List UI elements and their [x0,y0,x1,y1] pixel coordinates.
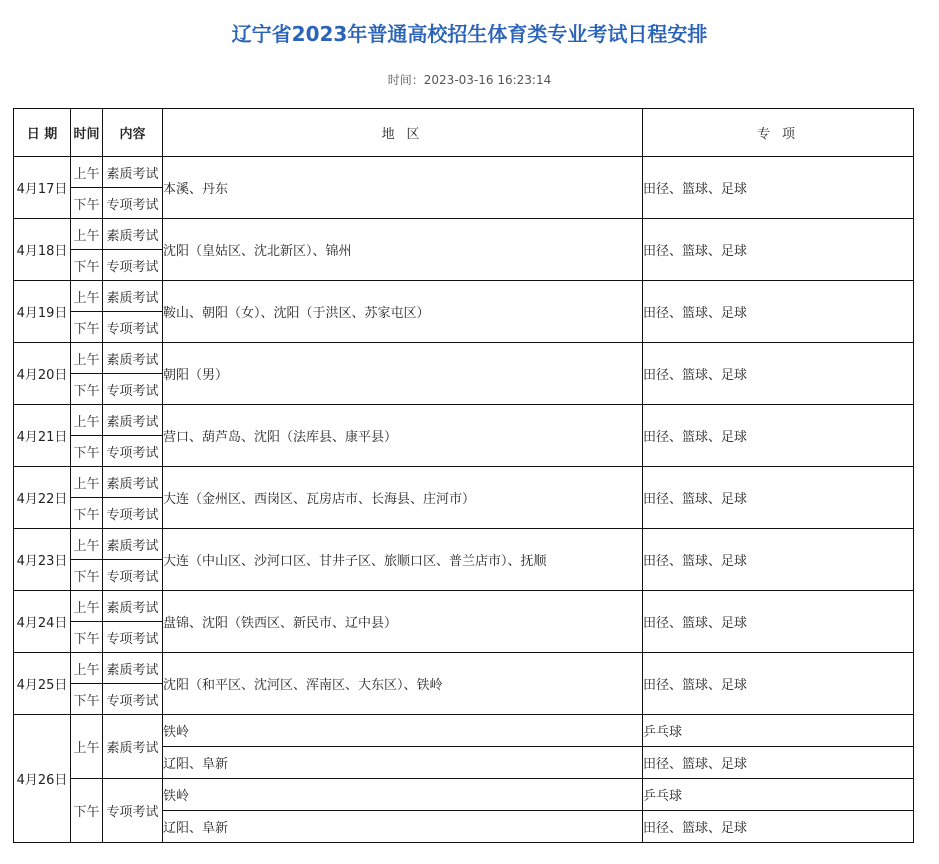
time-cell: 上午 [71,591,103,622]
area-cell: 盘锦、沈阳（铁西区、新民市、辽中县） [163,591,643,653]
area-cell: 沈阳（和平区、沈河区、浑南区、大东区）、铁岭 [163,653,643,715]
item-cell: 田径、篮球、足球 [643,157,914,219]
time-cell: 上午 [71,343,103,374]
item-cell: 田径、篮球、足球 [643,811,914,843]
area-cell: 辽阳、阜新 [163,811,643,843]
area-cell: 营口、葫芦岛、沈阳（法库县、康平县） [163,405,643,467]
item-cell: 田径、篮球、足球 [643,281,914,343]
table-row [14,779,914,811]
item-cell: 田径、篮球、足球 [643,219,914,281]
area-cell: 本溪、丹东 [163,157,643,219]
column-header-date: 日 期 [14,109,71,157]
date-cell: 4月21日 [14,405,71,467]
content-cell: 素质考试 [103,157,163,188]
item-cell: 田径、篮球、足球 [643,653,914,715]
content-cell: 素质考试 [103,715,163,779]
table-row [14,653,914,684]
time-cell: 上午 [71,529,103,560]
area-cell: 朝阳（男） [163,343,643,405]
table-row [14,157,914,188]
item-cell: 田径、篮球、足球 [643,405,914,467]
time-cell: 上午 [71,715,103,779]
content-cell: 素质考试 [103,467,163,498]
time-cell: 下午 [71,250,103,281]
schedule-body [14,157,914,843]
content-cell: 专项考试 [103,436,163,467]
table-row [14,591,914,622]
column-header-area: 地 区 [163,109,643,157]
area-cell: 辽阳、阜新 [163,747,643,779]
content-cell: 专项考试 [103,312,163,343]
table-row [14,219,914,250]
time-cell: 下午 [71,684,103,715]
area-cell: 鞍山、朝阳（女）、沈阳（于洪区、苏家屯区） [163,281,643,343]
content-cell: 专项考试 [103,560,163,591]
content-cell: 素质考试 [103,405,163,436]
table-row [14,529,914,560]
table-row [14,405,914,436]
content-cell: 素质考试 [103,653,163,684]
time-value: 2023-03-16 16:23:14 [423,73,552,87]
table-row [14,343,914,374]
date-cell: 4月25日 [14,653,71,715]
column-header-content: 内容 [103,109,163,157]
time-cell: 下午 [71,622,103,653]
date-cell: 4月24日 [14,591,71,653]
item-cell: 田径、篮球、足球 [643,467,914,529]
table-row [14,281,914,312]
time-cell: 上午 [71,467,103,498]
item-cell: 乒乓球 [643,715,914,747]
date-cell: 4月20日 [14,343,71,405]
date-cell: 4月17日 [14,157,71,219]
column-header-item: 专 项 [643,109,914,157]
area-cell: 大连（中山区、沙河口区、甘井子区、旅顺口区、普兰店市）、抚顺 [163,529,643,591]
item-cell: 田径、篮球、足球 [643,529,914,591]
area-cell: 铁岭 [163,715,643,747]
date-cell: 4月22日 [14,467,71,529]
content-cell: 专项考试 [103,684,163,715]
date-cell: 4月23日 [14,529,71,591]
item-cell: 田径、篮球、足球 [643,343,914,405]
publish-time [0,71,939,88]
time-cell: 下午 [71,436,103,467]
date-cell: 4月18日 [14,219,71,281]
time-cell: 下午 [71,312,103,343]
time-cell: 上午 [71,157,103,188]
date-cell: 4月19日 [14,281,71,343]
column-header-time: 时间 [71,109,103,157]
area-cell: 大连（金州区、西岗区、瓦房店市、长海县、庄河市） [163,467,643,529]
content-cell: 素质考试 [103,343,163,374]
content-cell: 专项考试 [103,188,163,219]
time-cell: 上午 [71,653,103,684]
content-cell: 专项考试 [103,374,163,405]
time-cell: 下午 [71,779,103,843]
content-cell: 专项考试 [103,250,163,281]
content-cell: 专项考试 [103,779,163,843]
content-cell: 专项考试 [103,622,163,653]
time-cell: 下午 [71,188,103,219]
area-cell: 铁岭 [163,779,643,811]
content-cell: 素质考试 [103,281,163,312]
item-cell: 乒乓球 [643,779,914,811]
item-cell: 田径、篮球、足球 [643,591,914,653]
page-title: 辽宁省2023年普通高校招生体育类专业考试日程安排 [231,22,708,46]
content-cell: 素质考试 [103,529,163,560]
schedule-table [13,108,914,843]
time-cell: 下午 [71,498,103,529]
content-cell: 素质考试 [103,591,163,622]
time-cell: 上午 [71,405,103,436]
content-cell: 素质考试 [103,219,163,250]
content-cell: 专项考试 [103,498,163,529]
date-cell: 4月26日 [14,715,71,843]
time-cell: 上午 [71,219,103,250]
time-label: 时间： [387,73,424,87]
time-cell: 下午 [71,374,103,405]
table-row [14,715,914,747]
time-cell: 上午 [71,281,103,312]
time-cell: 下午 [71,560,103,591]
table-row [14,467,914,498]
item-cell: 田径、篮球、足球 [643,747,914,779]
area-cell: 沈阳（皇姑区、沈北新区）、锦州 [163,219,643,281]
